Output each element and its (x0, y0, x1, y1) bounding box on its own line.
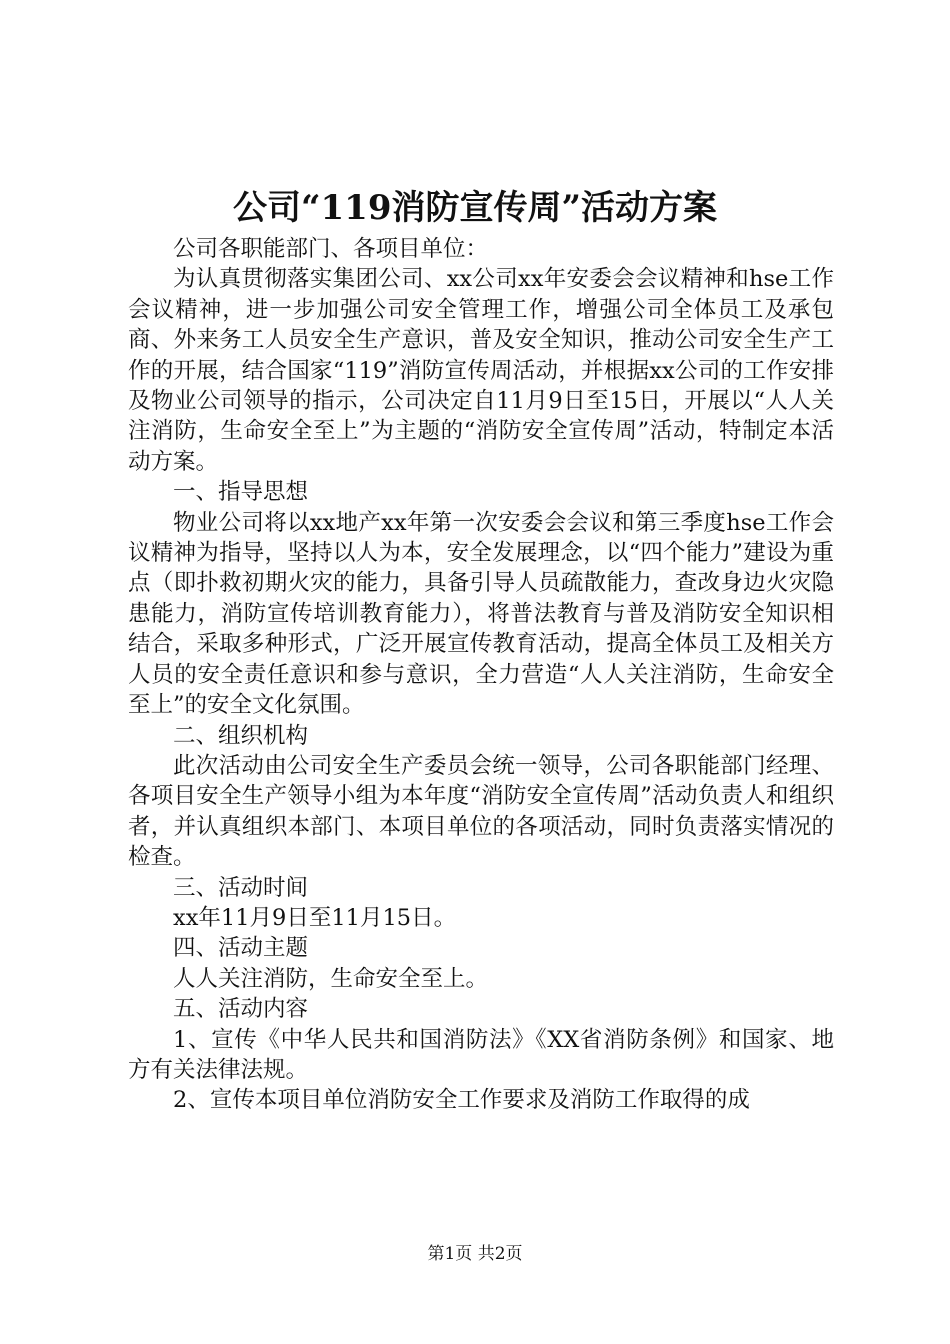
salutation: 公司各职能部门、各项目单位： (173, 236, 489, 262)
activity-theme-paragraph: 人人关注消防，生命安全至上。 (173, 965, 489, 992)
activity-content-item-1: 1、宣传《中华人民共和国消防法》《XX省消防条例》和国家、地方有关法律法规。 (128, 1026, 834, 1083)
document-body (128, 234, 834, 1116)
section-heading-organization: 二、组织机构 (173, 722, 309, 749)
document-title: 公司“119消防宣传周”活动方案 (232, 188, 718, 228)
organization-paragraph: 此次活动由公司安全生产委员会统一领导，公司各职能部门经理、各项目安全生产领导小组为本年度“消防安全宣传周”活动负责人和组织者，并认真组织本部门、本项目单位的各项活动，同时负责落实情况的检查。 (128, 752, 834, 871)
section-heading-activity-time: 三、活动时间 (173, 874, 309, 901)
activity-time-paragraph: xx年11月9日至11月15日。 (173, 904, 457, 931)
activity-content-item-2: 2、宣传本项目单位消防安全工作要求及消防工作取得的成 (173, 1087, 750, 1114)
section-heading-guiding-ideology: 一、指导思想 (173, 479, 309, 506)
page-footer: 第1页 共2页 (427, 1244, 523, 1264)
guiding-ideology-paragraph: 物业公司将以xx地产xx年第一次安委会会议和第三季度hse工作会议精神为指导，坚持以人为本，安全发展理念，以“四个能力”建设为重点（即扑救初期火灾的能力，具备引导人员疏散能力，查改身边火灾隐患能力，消防宣传培训教育能力），将普法教育与普及消防安全知识相结合，采取多种形式，广泛开展宣传教育活动，提高全体员工及相关方人员的安全责任意识和参与意识，全力营造“人人关注消防，生命安全至上”的安全文化氛围。 (128, 509, 834, 719)
section-heading-activity-theme: 四、活动主题 (173, 935, 309, 962)
section-heading-activity-content: 五、活动内容 (173, 996, 309, 1023)
intro-paragraph: 为认真贯彻落实集团公司、xx公司xx年安委会会议精神和hse工作会议精神，进一步加强公司安全管理工作，增强公司全体员工及承包商、外来务工人员安全生产意识，普及安全知识，推动公司安全生产工作的开展，结合国家“119”消防宣传周活动，并根据xx公司的工作安排及物业公司领导的指示，公司决定自11月9日至15日，开展以“人人关注消防，生命安全至上”为主题的“消防安全宣传周”活动，特制定本活动方案。 (128, 266, 834, 475)
